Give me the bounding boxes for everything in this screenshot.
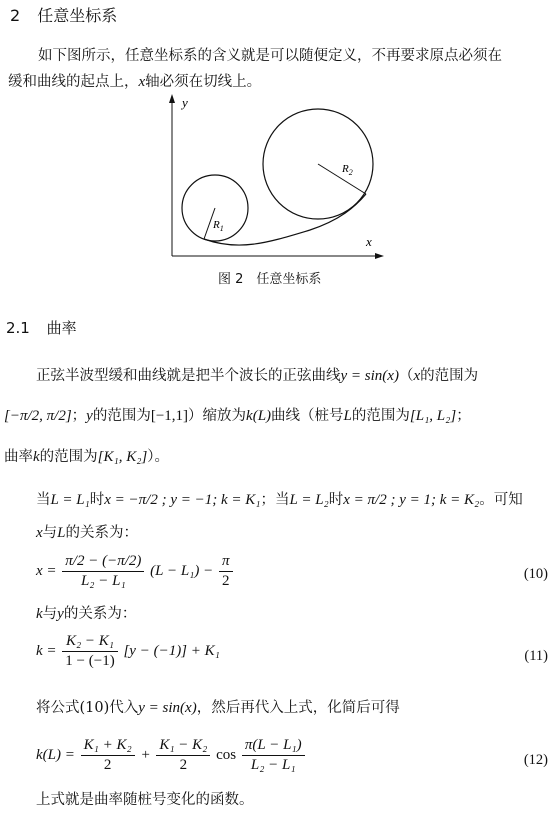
section-number: 2 bbox=[10, 6, 21, 25]
equation-10: x = $\frac{\pi/2 - (-\pi/2)}{\text{L₂ − L₁}}$ (L − L₁) − $\frac{\pi}{2}$ bbox=[36, 552, 235, 591]
para-2-line-1: 当L = L₁时x = −π/2 ; y = −1; k = K₁；当L = L₂时x = π/2 ; y = 1; k = K₂。可知 bbox=[36, 492, 523, 508]
y-axis-label: y bbox=[182, 95, 188, 110]
para-1-line-2: [−π/2, π/2]；y的范围为[−1,1]）缩放为k(L)曲线（桩号L的范围为[L₁, L₂]； bbox=[4, 408, 471, 424]
x-axis-label: x bbox=[366, 234, 372, 249]
r2-label: $R_2$ bbox=[342, 163, 353, 177]
subsection-number: 2.1 bbox=[6, 319, 30, 337]
transition-curve bbox=[204, 194, 366, 245]
para-2-line-2: x与L的关系为： bbox=[36, 525, 139, 541]
coordinate-figure bbox=[160, 92, 390, 260]
subsection-title: 曲率 bbox=[46, 319, 77, 337]
equation-10-number: (10) bbox=[523, 566, 548, 582]
para-4-line-1: 将公式(10)代入y = sin(x)，然后再代入上式，化简后可得 bbox=[36, 700, 400, 716]
intro-line-1: 如下图所示，任意坐标系的含义就是可以随便定义，不再要求原点必须在 bbox=[38, 48, 502, 64]
r1-label: $R_1$ bbox=[213, 219, 224, 233]
figure-caption: 图 2 任意坐标系 bbox=[218, 272, 322, 287]
intro-line-2: 缓和曲线的起点上，x轴必须在切线上。 bbox=[8, 74, 262, 90]
equation-11: k = $\frac{\text{K₂ − K₁}}{1 - (-1)}$ [y − (−1)] + K₁ bbox=[36, 633, 220, 669]
para-1-line-3: 曲率k的范围为[K₁, K₂]）。 bbox=[4, 449, 170, 465]
equation-12: k(L) = $\frac{\text{K₁ + K₂}}{2}$ + $\frac{\text{K₁ − K₂}}{2}$ cos $\frac{\text{π(L − L₁)}}{\text{L₂ − L₁}}$ bbox=[36, 736, 307, 775]
section-heading bbox=[10, 3, 117, 26]
y-axis-arrow bbox=[169, 94, 175, 103]
section-title: 任意坐标系 bbox=[37, 6, 118, 25]
equation-11-number: (11) bbox=[524, 648, 548, 664]
x-axis-arrow bbox=[375, 253, 384, 259]
para-3-line-1: k与y的关系为： bbox=[36, 606, 137, 622]
equation-12-number: (12) bbox=[523, 752, 548, 768]
para-5-line-1: 上式就是曲率随桩号变化的函数。 bbox=[36, 792, 254, 808]
para-1-line-1: 正弦半波型缓和曲线就是把半个波长的正弦曲线y = sin(x)（x的范围为 bbox=[36, 368, 479, 384]
subsection-heading bbox=[6, 317, 77, 338]
